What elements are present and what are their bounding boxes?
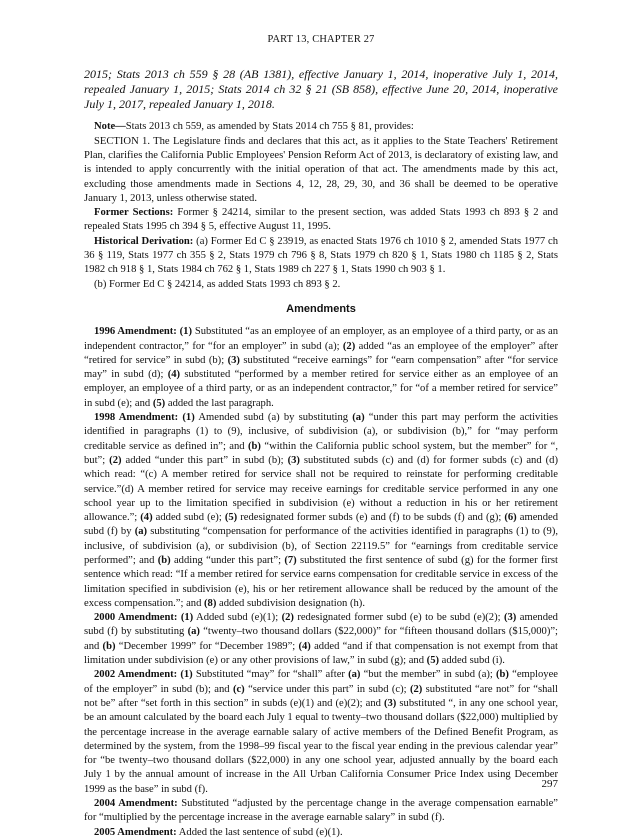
item-letter: (b) [248,440,261,452]
amendment-text: “employee of the employer” in subd (b); and [84,669,558,695]
amendment-text: amended subd (f) by [84,512,558,538]
item-number: (8) [204,597,217,609]
amendment-text: “within the California public school system, but the member” for “, but”; [84,440,558,466]
former-sections-paragraph [84,206,558,235]
amendment-text: substituted subds (c) and (d) for former subds (c) and (d) which read: “(c) A member retired for service shall not be required to reinstate for performing creditable service.”(d) A member retired for service may receive earnings for creditable service performed in any one school year up to the limitation specified in subdivision (e) without a reduction in his or her retirement allowance.”; [84,454,558,524]
amendments-heading: Amendments [286,302,356,315]
historical-derivation-paragraph [84,235,558,278]
amendment-text: added “as an employee of the employer” after “retired for service” in subd (b); [84,340,558,366]
page-body [84,67,558,840]
item-letter: (a) [187,626,200,638]
amendment-2004-label: 2004 Amendment: [94,798,178,810]
item-number: (1) [179,326,193,338]
amendment-text: substituting “compensation for performance of the activities identified in paragraphs (1) to (9), inclusive, of subdivision (a), or subdivision (b), of Section 22119.5” for “earnings from creditable service performed”; and [84,526,559,566]
item-number: (6) [504,512,517,524]
item-letter: (a) [134,526,148,538]
item-letter: (b) [496,669,509,681]
item-letter: (b) [102,640,116,652]
item-letter: (a) [348,669,361,681]
amendment-2002 [84,668,558,797]
item-number: (1) [180,612,194,624]
note-paragraph [84,120,558,134]
historical-derivation-b: (b) Former Ed C § 24214, as added Stats 1993 ch 893 § 2. [94,278,341,290]
item-number: (5) [152,397,166,409]
document-page [84,0,559,838]
amendment-2002-label: 2002 Amendment: [94,669,178,681]
amendment-1998-label: 1998 Amendment: [94,412,179,424]
amendment-text: Substituted “adjusted by the percentage change in the average compensation earnable” for “multiplied by the percentage increase in the average earnable salary” in subd (f). [84,798,559,824]
note-section-1: SECTION 1. The Legislature finds and declares that this act, as it applies to the State Teachers' Retirement Plan, clarifies the California Public Employees' Pension Reform Act of 2013, is declaratory of existing law, and is intended to apply concurrently with the initial operation of that act. The amendments made by this act, excluding those amendments made in Sections 4, 12, 28, 29, 30, and 36 shall be deemed to be operative January 1, 2013, unless otherwise stated. [84,135,558,204]
amendment-text: added subd (e); [152,512,225,524]
historical-derivation-label: Historical Derivation: [94,235,194,247]
amendment-text: substituted the first sentence of subd (g) for the former first sentence which read: “If a member retired for service earns compensation for creditable service in excess of the limitation specified in subdivision (e), his or her retirement allowance shall be reduced by the amount of the excess compensation.”; and [84,555,558,609]
amendment-text: added the last paragraph. [165,397,274,409]
amendment-1998 [84,411,558,611]
note-text: Stats 2013 ch 559, as amended by Stats 2014 ch 755 § 81, provides: [125,121,414,133]
item-number: (3) [227,354,240,366]
amendment-text: added subd (i). [439,655,505,667]
amendment-text: Amended subd (a) by substituting [194,412,353,424]
amendment-text: “December 1999” for “December 1989”; [115,640,299,652]
item-number: (4) [140,512,153,524]
former-sections-text: Former § 24214, similar to the present section, was added Stats 1993 ch 893 § 2 and repealed Stats 1995 ch 394 § 5, effective August 11, 1995. [84,207,558,233]
amendment-text: substituted “, in any one school year, be an amount calculated by the board each July 1 equal to twenty–two thousand dollars ($22,000) multiplied by the percentage increase in the average earnable salary of active members of the Defined Benefit Program, as determined by the system, from the 1998–99 fiscal year to the fiscal year ending in the previous calendar year” for “be twenty–two thousand dollars ($22,000) in any one school year, adjusted annually by the board each July 1 by the annual amount of increase in the All Urban California Consumer Price Index using December 1999 as the base” in subd (f). [84,697,558,795]
item-number: (3) [383,697,397,709]
item-number: (2) [342,340,356,352]
amendment-2000 [84,611,558,668]
item-letter: (c) [232,683,245,695]
amendment-2004 [84,797,558,826]
amendment-text: added subdivision designation (h). [216,597,365,609]
item-number: (1) [182,412,195,424]
former-sections-label: Former Sections: [94,207,174,219]
item-number: (5) [224,512,238,524]
amendment-text: Substituted “may” for “shall” after [192,669,349,681]
amendment-2000-label: 2000 Amendment: [94,612,178,624]
amendment-text: added “and if that compensation is not exempt from that limitation under subdivision (e) or any other provisions of law,” in subd (g); and [84,640,558,667]
item-letter: (b) [157,555,171,566]
amendment-2005-label: 2005 Amendment: [94,826,177,838]
item-number: (4) [167,369,181,381]
item-number: (5) [426,655,440,667]
amendment-text: “twenty–two thousand dollars ($22,000)” for “fifteen thousand dollars ($15,000)”; and [84,626,558,652]
item-letter: (a) [352,412,365,424]
item-number: (1) [180,669,193,681]
amendment-text: Added the last sentence of subd (e)(1). [176,826,343,838]
item-number: (3) [503,612,517,624]
amendment-text: “service under this part” in subd (c); [244,683,410,695]
amendment-text: substituted “are not” for “shall not be” after “set forth in this section” in subds (e)(1) and (e)(2); and [84,683,558,709]
amendment-text: redesignated former subds (e) and (f) to be subds (f) and (g); [237,512,505,524]
amendment-1996-label: 1996 Amendment: [94,326,177,338]
running-header: PART 13, CHAPTER 27 [267,34,375,45]
item-number: (2) [281,612,294,624]
item-number: (3) [287,454,300,466]
item-number: (7) [284,555,297,566]
note-label: Note— [94,121,126,133]
item-number: (2) [409,683,423,695]
amendment-text: “under this part may perform the activities identified in paragraphs (1) to (9), inclusive, of subdivision (a), or subdivision (b),” for “may perform creditable service as defined in”; and [84,412,558,452]
amendment-text: substituted “receive earnings” for “earn compensation” after “for service may” in subd (d); [84,354,558,381]
item-number: (2) [109,454,122,466]
amendment-text: redesignated former subd (e) to be subd (e)(2); [293,612,504,624]
history-text: 2015; Stats 2013 ch 559 § 28 (AB 1381), effective January 1, 2014, inoperative July 1, 2014, repealed January 1, 2015; Stats 2014 ch 32 § 21 (SB 858), effective June 20, 2014, inoperative July 1, 2017, repealed January 1, 2018. [84,67,558,111]
amendment-1996 [84,325,558,411]
amendment-text: Added subd (e)(1); [193,612,282,624]
amendment-text: added “under this part” in subd (b); [121,454,288,466]
amendment-text: “but the member” in subd (a); [360,669,497,681]
amendment-text: substituted “performed by a member retired for service either as an employee of an employer, an employee of a third party, or as an independent contractor,” for “of a member retired for service” in subd (e); and [84,369,558,409]
historical-derivation-a: (a) Former Ed C § 23919, as enacted Stats 1976 ch 1010 § 2, amended Stats 1977 ch 36 § 119, Stats 1977 ch 355 § 2, Stats 1979 ch 796 § 8, Stats 1979 ch 820 § 1, Stats 1980 ch 1185 § 2, Stats 1982 ch 918 § 1, Stats 1984 ch 762 § 1, Stats 1989 ch 227 § 1, Stats 1990 ch 903 § 1. [84,235,558,276]
amendment-text: amended subd (f) by substituting [84,612,558,638]
page-number: 297 [541,778,558,790]
amendment-text: adding “under this part”; [170,555,285,566]
amendment-text: Substituted “as an employee of an employer, as an employee of a third party, or as an independent contractor,” for “for an employer” in subd (a); [84,326,559,352]
item-number: (4) [298,640,311,652]
